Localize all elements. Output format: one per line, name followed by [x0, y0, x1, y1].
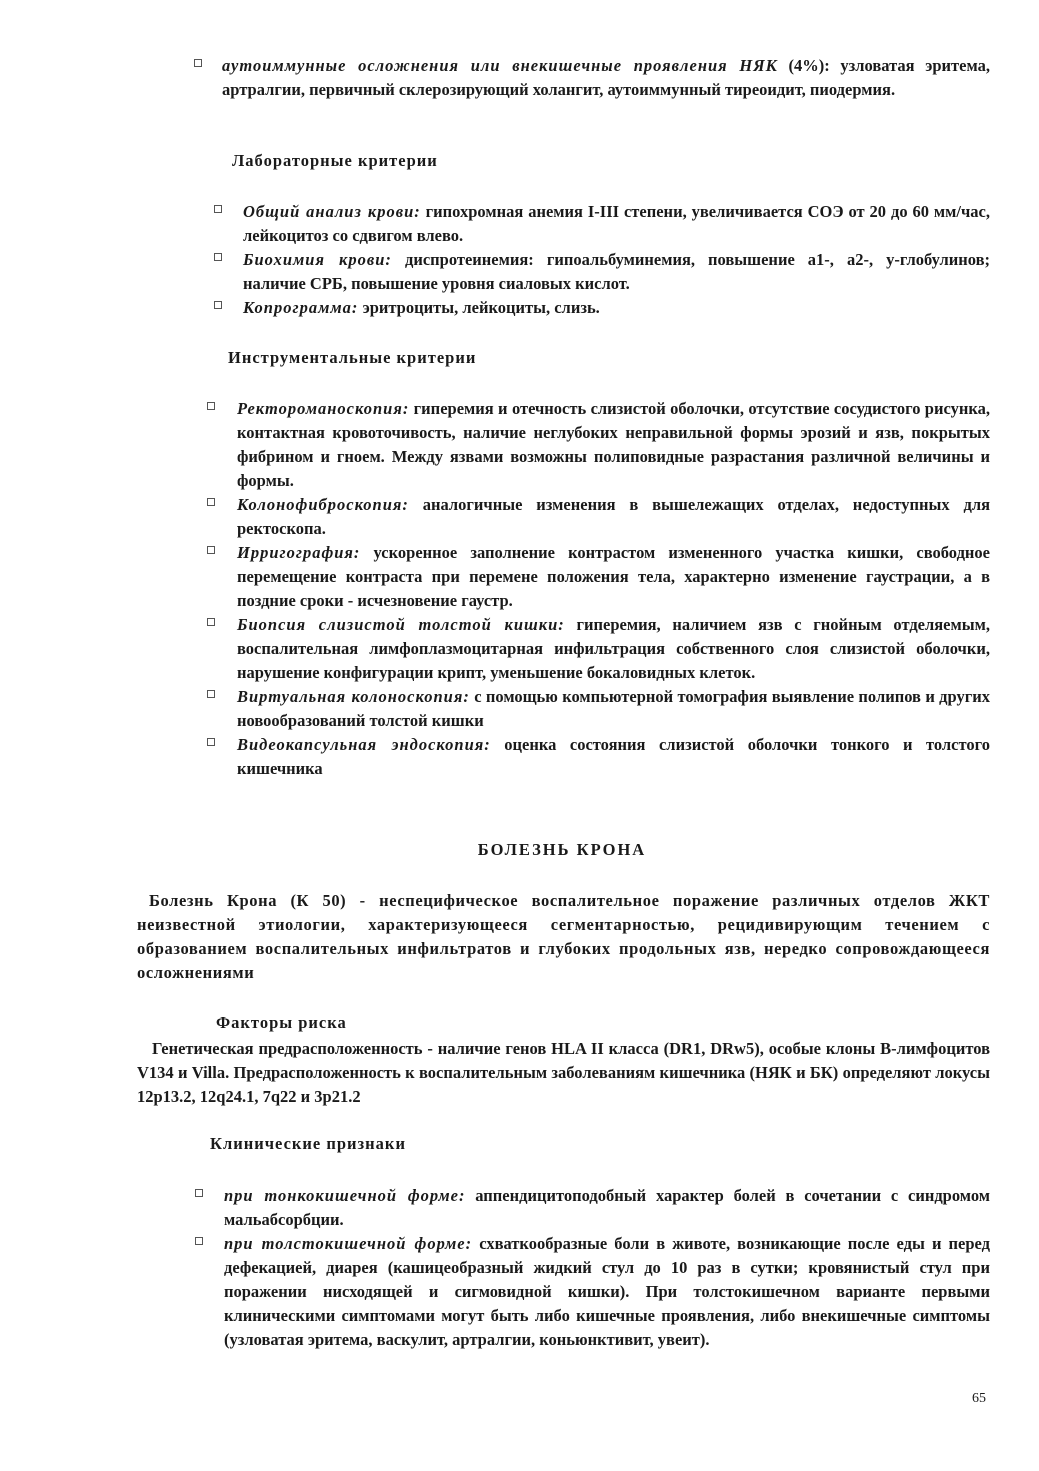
risk-text: Генетическая предрасположенность - наличие генов HLA II класса (DR1, DRw5), особые клоны В-лимфоцитов V134 и Villa. Предрасположенность к воспалительным заболеваниям кишечника (НЯК и БК) определяют локусы 12р13.2, 12q24.1, 7q22 и 3р21.2 — [137, 1039, 990, 1106]
list-item — [224, 1184, 990, 1232]
item-term: Биохимия крови: — [243, 250, 392, 269]
item-term: Копрограмма: — [243, 298, 359, 317]
list-item — [243, 296, 990, 320]
crohn-definition: Болезнь Крона (К 50) - неспецифическое воспалительное поражение различных отделов ЖКТ неизвестной этиологии, характеризующееся сегментарностью, рецидивирующим течением с образованием воспалительных инфильтратов и глубоких продольных язв, нередко сопровождающееся осложнениями — [137, 891, 990, 982]
item-text: с помощью компьютерной томография выявление полипов и других новообразований толстой кишки — [237, 687, 990, 730]
bullet-icon — [194, 59, 202, 67]
item-text: (4%): узловатая эритема, артралгии, первичный склерозирующий холангит, аутоиммунный тиреоидит, пиодермия. — [222, 56, 990, 99]
bullet-icon — [207, 402, 215, 410]
item-term: Видеокапсульная эндоскопия: — [237, 735, 491, 754]
item-term: Общий анализ крови: — [243, 202, 421, 221]
item-text: гипохромная анемия I-III степени, увеличивается СОЭ от 20 до 60 мм/час, лейкоцитоз со сдвигом влево. — [243, 202, 990, 245]
item-text: эритроциты, лейкоциты, слизь. — [358, 298, 600, 317]
bullet-icon — [207, 498, 215, 506]
lab-criteria-list — [243, 200, 990, 320]
item-text: аналогичные изменения в вышележащих отделах, недоступных для ректоскопа. — [237, 495, 990, 538]
clinical-list — [224, 1184, 990, 1352]
bullet-icon — [214, 301, 222, 309]
list-item — [237, 685, 990, 733]
list-item — [237, 733, 990, 781]
item-text: ускоренное заполнение контрастом измененного участка кишки, свободное перемещение контраста при перемене положения тела, характерно изменение гаустрации, а в поздние сроки - исчезновение гаустр. — [237, 543, 990, 610]
item-text: оценка состояния слизистой оболочки тонкого и толстого кишечника — [237, 735, 990, 778]
list-item — [243, 200, 990, 248]
clinical-heading: Клинические признаки — [210, 1134, 406, 1153]
risk-heading: Факторы риска — [216, 1013, 347, 1032]
bullet-icon — [195, 1189, 203, 1197]
bullet-icon — [207, 546, 215, 554]
item-term: при тонкокишечной форме: — [224, 1186, 466, 1205]
lab-heading: Лабораторные критерии — [232, 151, 438, 170]
list-item — [237, 493, 990, 541]
bullet-icon — [214, 253, 222, 261]
instr-heading: Инструментальные критерии — [228, 348, 477, 367]
item-term: Ирригография: — [237, 543, 361, 562]
list-item — [237, 397, 990, 493]
item-text: диспротеинемия: гипоальбуминемия, повышение a1-, a2-, y-глобулинов; наличие СРБ, повышение уровня сиаловых кислот. — [243, 250, 991, 293]
bullet-icon — [207, 738, 215, 746]
section-title: БОЛЕЗНЬ КРОНА — [477, 840, 647, 859]
bullet-icon — [195, 1237, 203, 1245]
bullet-icon — [214, 205, 222, 213]
item-term: Биопсия слизистой толстой кишки: — [237, 615, 565, 634]
bullet-icon — [207, 690, 215, 698]
item-term: аутоиммунные осложнения или внекишечные проявления НЯК — [222, 56, 778, 75]
item-term: Колонофиброскопия: — [237, 495, 409, 514]
nyak-complications-list — [222, 54, 990, 102]
item-text: гиперемия, наличием язв с гнойным отделяемым, воспалительная лимфоплазмоцитарная инфильтрация собственного слоя слизистой оболочки, нарушение конфигурации крипт, уменьшение бокаловидных клеток. — [237, 615, 990, 682]
list-item — [243, 248, 990, 296]
list-item — [222, 54, 990, 102]
item-term: Ректороманоскопия: — [237, 399, 410, 418]
item-text: аппендицитоподобный характер болей в сочетании с синдромом мальабсорбции. — [224, 1186, 990, 1229]
page-number: 65 — [972, 1391, 986, 1406]
instr-criteria-list — [237, 397, 990, 781]
item-term: при толстокишечной форме: — [224, 1234, 473, 1253]
list-item — [237, 541, 990, 613]
list-item — [224, 1232, 990, 1352]
list-item — [237, 613, 990, 685]
bullet-icon — [207, 618, 215, 626]
item-text: гиперемия и отечность слизистой оболочки, отсутствие сосудистого рисунка, контактная кровоточивость, наличие неглубоких неправильной формы эрозий и язв, покрытых фибрином и гноем. Между язвами возможны полиповидные разрастания различной величины и формы. — [237, 399, 990, 490]
item-text: схваткообразные боли в животе, возникающие после еды и перед дефекацией, диарея (кашицеобразный жидкий стул до 10 раз в сутки; кровянистый стул при поражении нисходящей и сигмовидной кишки). При толстокишечном варианте первыми клиническими симптомами могут быть либо кишечные проявления, либо внекишечные симптомы (узловатая эритема, васкулит, артралгии, коньюнктивит, увеит). — [224, 1234, 990, 1349]
item-term: Виртуальная колоноскопия: — [237, 687, 470, 706]
